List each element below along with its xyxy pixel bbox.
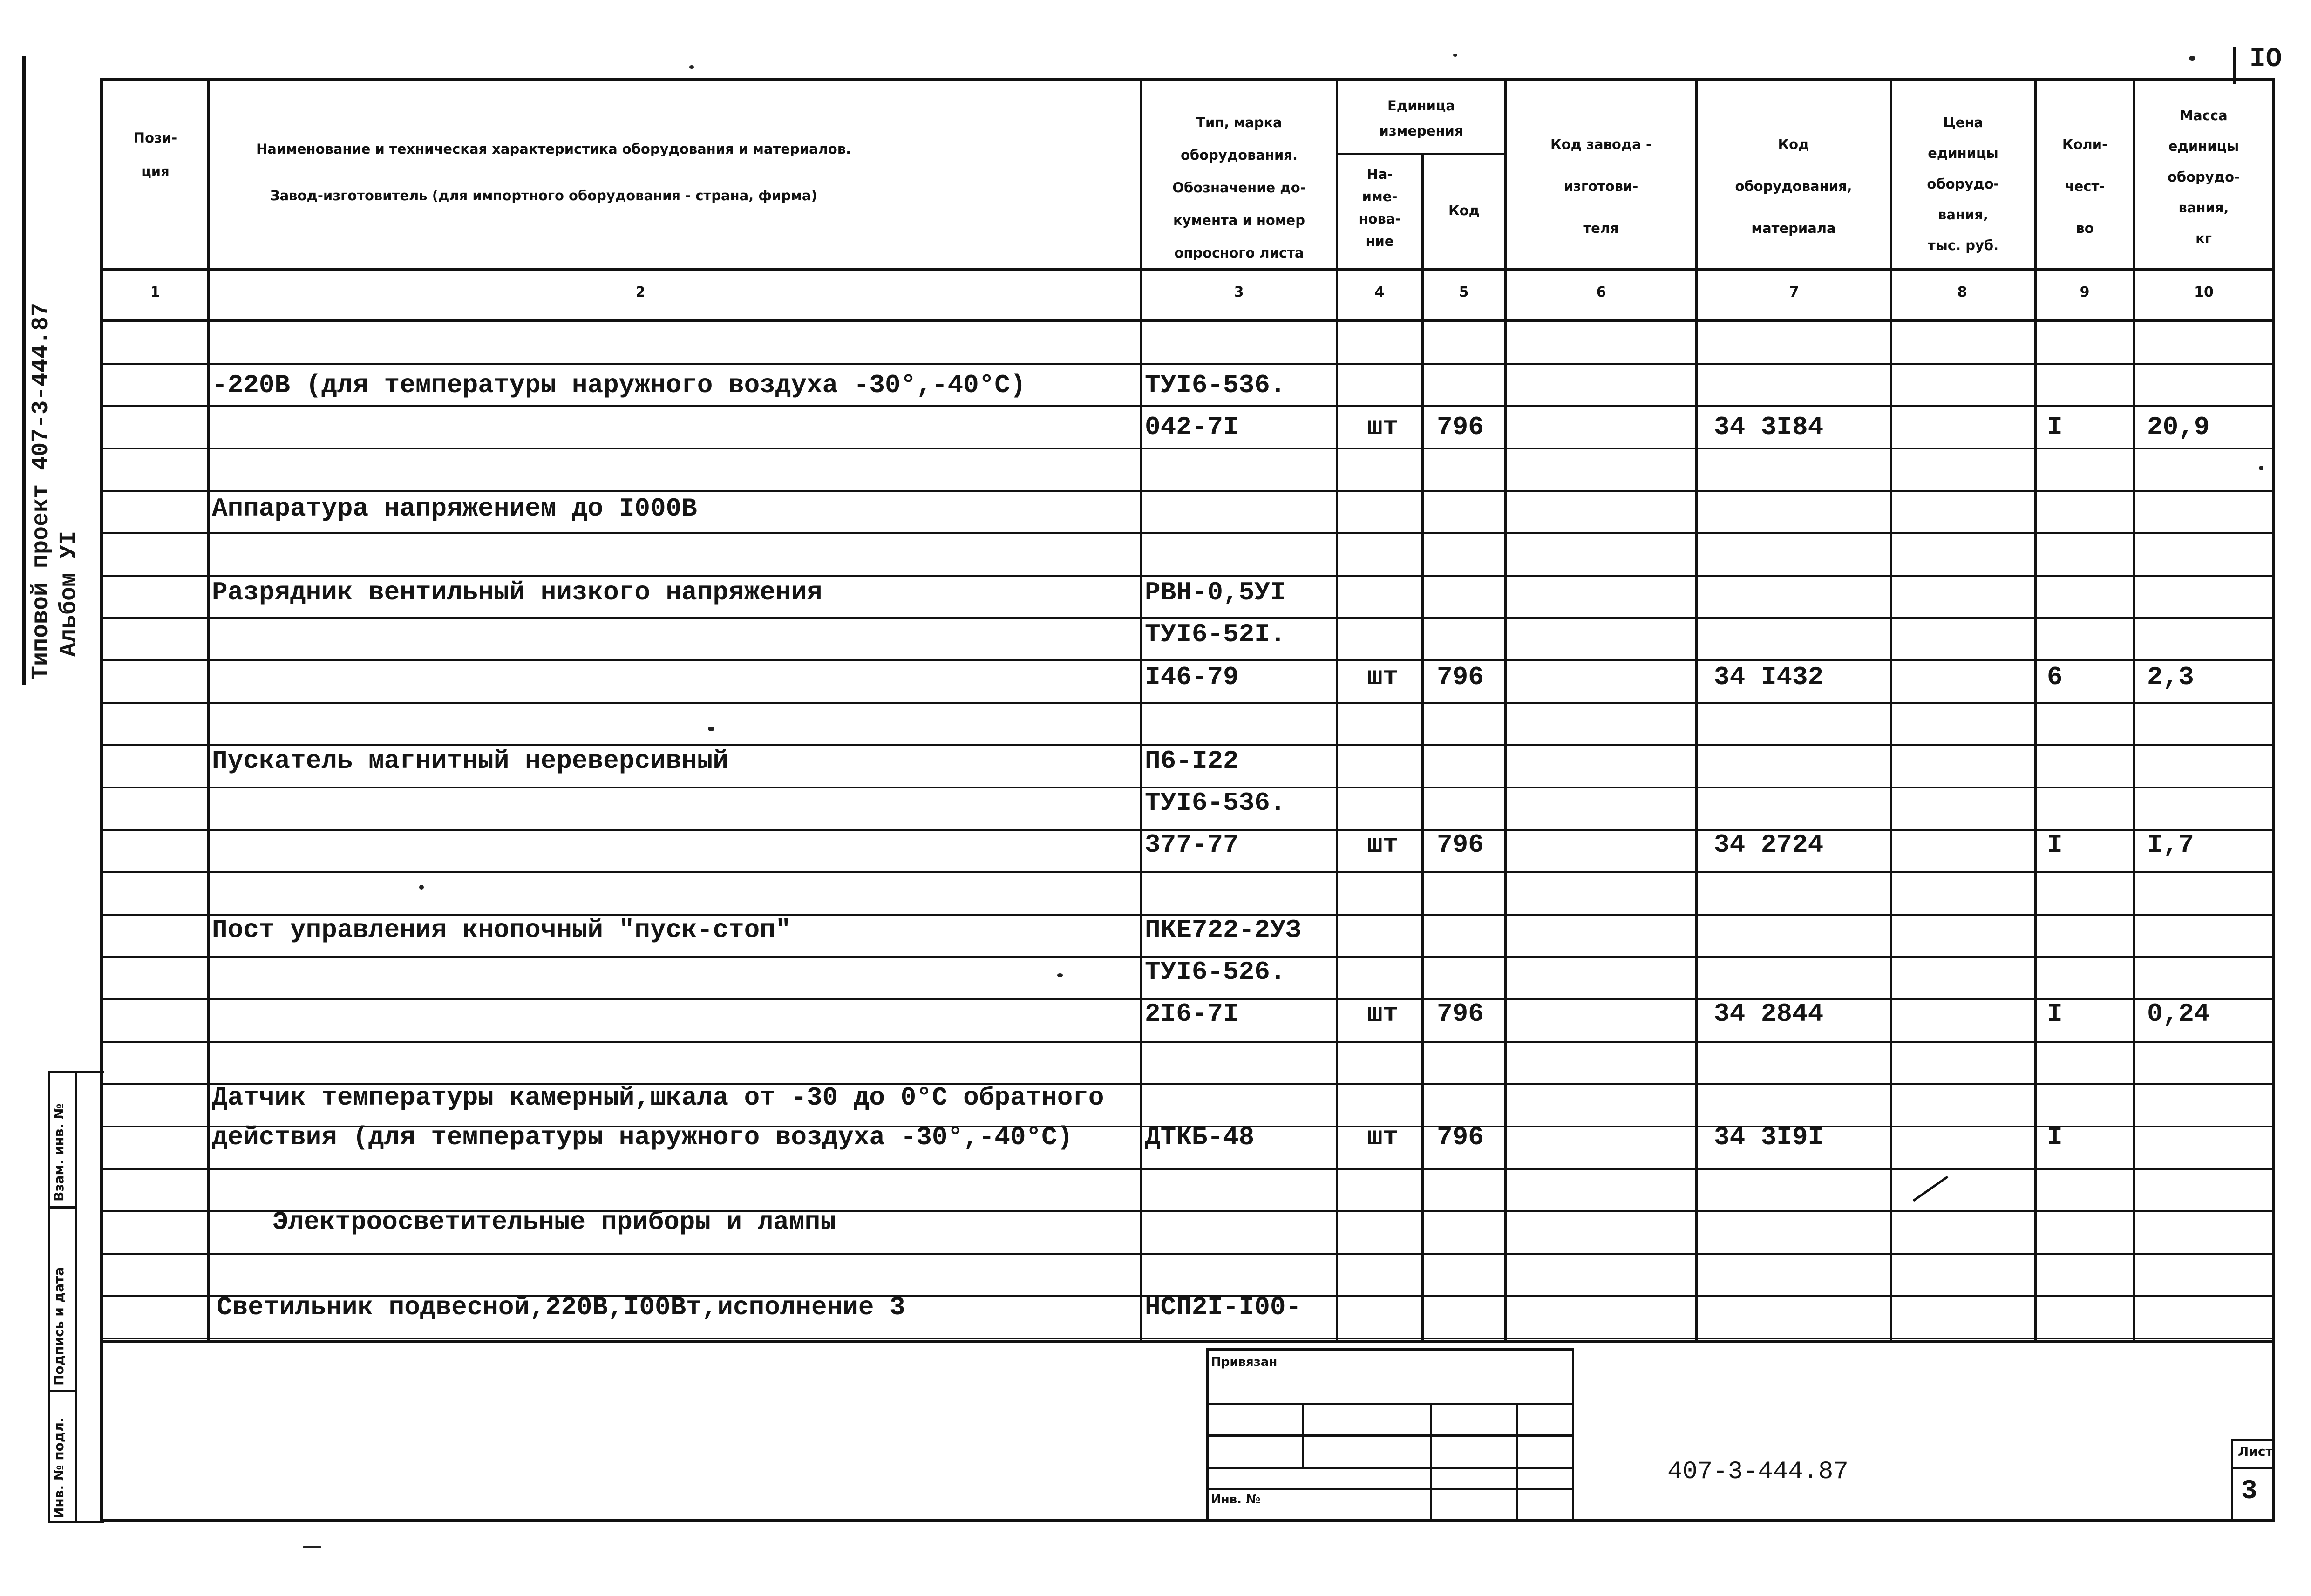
row12-mass: 0,24 <box>2147 999 2210 1029</box>
stamp-document-code: 407-3-444.87 <box>1667 1458 1849 1486</box>
row16-name: Светильник подвесной,220В,I00Вт,исполнение 3 <box>217 1292 905 1322</box>
col-sep-1 <box>207 78 210 1340</box>
row2-quantity: I <box>2047 412 2063 442</box>
column-number-3: 3 <box>1234 284 1244 300</box>
column-number-4: 4 <box>1374 284 1385 300</box>
header-unit-code: Код <box>1448 203 1480 218</box>
row2-code: 796 <box>1437 412 1484 442</box>
row14-name: действия (для температуры наружного воздуха -30°,-40°С) <box>212 1122 1073 1152</box>
row2-unit: шт <box>1367 412 1399 442</box>
row13-name: Датчик температуры камерный,шкала от -30 до 0°С обратного <box>212 1083 1104 1113</box>
unit-group-rule <box>1336 153 1507 155</box>
row-rule <box>100 363 2275 365</box>
row12-code: 796 <box>1437 999 1484 1029</box>
row4-name: Разрядник вентильный низкого напряжения <box>212 577 822 607</box>
header-position: Пози- ция <box>133 130 177 179</box>
header-price: Цена единицы оборудо- вания, тыс. руб. <box>1927 115 1999 253</box>
row2-type: 042-7I <box>1145 412 1239 442</box>
row12-equipment-code: 34 2844 <box>1714 999 1824 1029</box>
column-number-6: 6 <box>1596 284 1606 300</box>
list-box-left <box>2231 1439 2233 1521</box>
stamp-top-border <box>1206 1348 1574 1351</box>
scan-speck <box>2189 56 2195 61</box>
col-sep-6 <box>1695 78 1698 1340</box>
row15-name: Электроосветительные приборы и лампы <box>272 1207 836 1237</box>
row14-equipment-code: 34 3I9I <box>1714 1122 1824 1152</box>
stamp-col-2 <box>1430 1403 1432 1521</box>
row16-type: НСП2I-I00- <box>1145 1292 1302 1322</box>
list-box-top <box>2231 1439 2275 1441</box>
row9-equipment-code: 34 2724 <box>1714 830 1824 860</box>
frame-top <box>100 78 2275 81</box>
header-manufacturer-code: Код завода - изготови- теля <box>1550 136 1652 236</box>
row14-unit: шт <box>1367 1122 1399 1152</box>
row-rule <box>100 871 2275 873</box>
side-stamp-border-bottom <box>48 1521 104 1523</box>
side-stamp-border-mid <box>75 1071 77 1523</box>
stamp-inv-no: Инв. № <box>1211 1493 1261 1507</box>
row8-type: ТУI6-536. <box>1145 788 1286 818</box>
list-number: 3 <box>2241 1476 2257 1507</box>
row6-mass: 2,3 <box>2147 662 2194 692</box>
frame-right <box>2272 78 2275 1522</box>
column-numbers-bottom-rule <box>100 319 2275 322</box>
side-title-line1: Типовой проект 407-3-444.87 <box>28 302 54 680</box>
scan-speck <box>2259 466 2263 470</box>
header-unit-group: Единица измерения <box>1379 98 1463 139</box>
header-type: Тип, марка оборудования. Обозначение до- кумента и номер опросного листа <box>1172 115 1306 261</box>
row9-mass: I,7 <box>2147 830 2194 860</box>
row6-code: 796 <box>1437 662 1484 692</box>
row-rule <box>100 617 2275 619</box>
side-stamp-signature-date: Подпись и дата <box>51 1267 67 1385</box>
row9-unit: шт <box>1367 830 1399 860</box>
row-rule <box>100 1041 2275 1043</box>
row3-name: Аппаратура напряжением до I000В <box>212 494 697 523</box>
row12-unit: шт <box>1367 999 1399 1029</box>
stamp-privyazan: Привязан <box>1211 1355 1278 1369</box>
list-box-divider <box>2231 1467 2275 1469</box>
stamp-rule-1 <box>1206 1403 1574 1405</box>
table-bottom-rule <box>100 1340 2275 1343</box>
row6-type: I46-79 <box>1145 662 1239 692</box>
side-stamp-border-top <box>48 1071 104 1073</box>
pen-mark <box>1913 1176 1949 1202</box>
frame-left <box>100 78 103 1522</box>
row7-name: Пускатель магнитный нереверсивный <box>212 746 728 776</box>
header-mass: Масса единицы оборудо- вания, кг <box>2167 108 2240 246</box>
column-number-7: 7 <box>1789 284 1799 300</box>
row12-quantity: I <box>2047 999 2063 1029</box>
header-unit-name: На- име- нова- ние <box>1359 166 1401 249</box>
row1-type: ТУI6-536. <box>1145 370 1286 400</box>
row-rule <box>100 659 2275 661</box>
stamp-col-3 <box>1516 1403 1518 1521</box>
row9-type: 377-77 <box>1145 830 1239 860</box>
side-stamp-divider1 <box>48 1206 77 1209</box>
column-number-1: 1 <box>150 284 160 300</box>
side-stamp-divider2 <box>48 1390 77 1392</box>
frame-bottom <box>100 1519 2275 1522</box>
stamp-rule-4 <box>1206 1488 1574 1490</box>
scan-speck <box>689 65 694 69</box>
scan-speck <box>708 727 714 731</box>
row5-type: ТУI6-52I. <box>1145 619 1286 649</box>
row14-quantity: I <box>2047 1122 2063 1152</box>
row12-type: 2I6-7I <box>1145 999 1239 1029</box>
row-rule <box>100 575 2275 577</box>
column-number-2: 2 <box>635 284 646 300</box>
header-name: Наименование и техническая характеристика оборудования и материалов. Завод-изготовитель (для импортного оборудования - страна, фирма) <box>256 141 851 204</box>
row-rule <box>100 490 2275 492</box>
scan-speck <box>1453 54 1457 57</box>
stamp-rule-3 <box>1206 1467 1574 1469</box>
scan-speck <box>1057 973 1063 977</box>
column-number-9: 9 <box>2080 284 2090 300</box>
row9-quantity: I <box>2047 830 2063 860</box>
row6-equipment-code: 34 I432 <box>1714 662 1824 692</box>
column-number-10: 10 <box>2194 284 2214 300</box>
header-equipment-code: Код оборудования, материала <box>1735 136 1852 236</box>
col-sep-8 <box>2034 78 2037 1340</box>
row7-type: П6-I22 <box>1145 746 1239 776</box>
sheet-number: IO <box>2250 44 2282 75</box>
scan-speck <box>419 885 424 890</box>
stamp-rule-2 <box>1206 1434 1574 1437</box>
col-sep-5 <box>1504 78 1507 1340</box>
column-number-5: 5 <box>1459 284 1469 300</box>
row14-type: ДТКБ-48 <box>1145 1122 1255 1152</box>
row-rule <box>100 1253 2275 1255</box>
row6-quantity: 6 <box>2047 662 2063 692</box>
side-title-line2: Альбом УI <box>56 530 82 657</box>
row14-code: 796 <box>1437 1122 1484 1152</box>
side-stamp-border-left <box>48 1071 50 1523</box>
row1-name: -220В (для температуры наружного воздуха -30°,-40°С) <box>212 370 1026 400</box>
scan-speck <box>303 1546 321 1548</box>
side-stamp-replacement-inv: Взам. инв. № <box>51 1103 67 1202</box>
row-rule <box>100 405 2275 407</box>
list-label: Лист <box>2238 1444 2273 1459</box>
binding-line <box>22 56 26 685</box>
col-sep-3 <box>1336 78 1338 1340</box>
header-quantity: Коли- чест- во <box>2062 136 2108 236</box>
row-rule <box>100 702 2275 704</box>
col-sep-7 <box>1890 78 1892 1340</box>
row9-code: 796 <box>1437 830 1484 860</box>
row6-unit: шт <box>1367 662 1399 692</box>
col-sep-9 <box>2133 78 2135 1340</box>
row4-type: РВН-0,5УI <box>1145 577 1286 607</box>
row-rule <box>100 532 2275 534</box>
row-rule <box>100 448 2275 449</box>
row10-name: Пост управления кнопочный "пуск-стоп" <box>212 915 791 945</box>
stamp-col-1 <box>1302 1403 1304 1468</box>
row11-type: ТУI6-526. <box>1145 957 1286 987</box>
side-stamp-inv-podl: Инв. № подл. <box>51 1417 67 1518</box>
row2-mass: 20,9 <box>2147 412 2210 442</box>
row2-equipment-code: 34 3I84 <box>1714 412 1824 442</box>
column-number-8: 8 <box>1957 284 1967 300</box>
stamp-left-edge <box>100 1390 103 1522</box>
row-rule <box>100 1168 2275 1170</box>
row-rule <box>100 1338 2275 1339</box>
col-sep-4 <box>1421 154 1424 1340</box>
row10-type: ПКЕ722-2УЗ <box>1145 915 1302 945</box>
